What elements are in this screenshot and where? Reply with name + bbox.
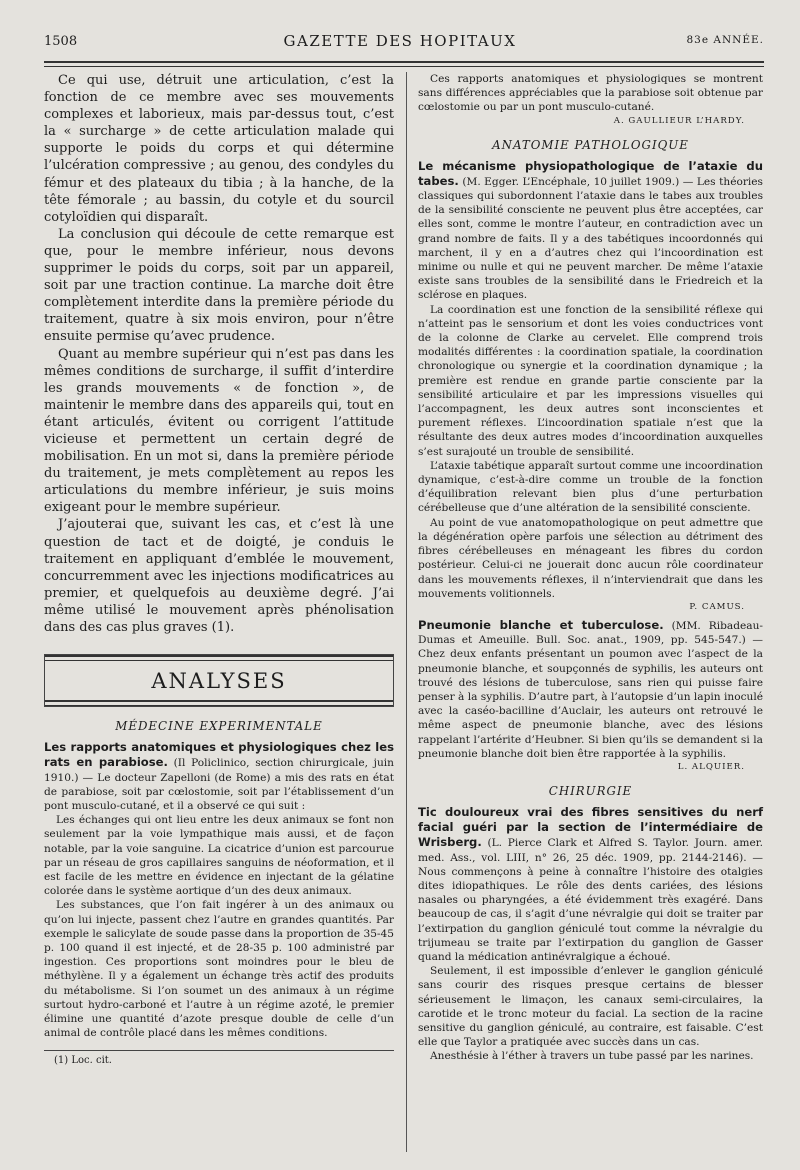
paragraph: La conclusion qui découle de cette remarque est que, pour le membre inférieur, nous devons supprimer le poids du corps, soit par un appareil, soit par une traction continue. La marche doit être complètement interdite dans la première période du traitement, quatre à six mois environ, pour n’être ensuite permise qu’avec prudence.	[44, 226, 394, 345]
article-intro	[418, 159, 763, 303]
page-number: 1508	[44, 34, 78, 49]
paragraph: Les échanges qui ont lieu entre les deux animaux se font non seulement par la voie lympathique mais aussi, et de façon notable, par la voie sanguine. La cicatrice d’union est parcourue par un réseau de gros capillaires sanguins de néoformation, et il est facile de les mettre en évidence en injectant de la gélatine colorée dans le système aortique d’un des deux animaux.	[44, 814, 394, 898]
analyses-heading: ANALYSES	[151, 669, 287, 694]
paragraph: Quant au membre supérieur qui n’est pas dans les mêmes conditions de surcharge, il suffit d’interdire les grands mouvements « de fonction », de maintenir le membre dans des appareils qui, tout en étant articulés, évitent ou corrigent l’attitude vicieuse et permettent un certain degré de mobilisation. En un mot si, dans la première période du traitement, je mets complètement au repos les articulations du membre inférieur, je suis moins exigeant pour le membre supérieur.	[44, 346, 394, 516]
paragraph: Seulement, il est impossible d’enlever le ganglion géniculé sans courir des risques presque certains de blesser sérieusement le limaçon, les canaux semi-circulaires, la carotide et le tronc moteur du facial. La section de la racine sensitive du ganglion géniculé, au contraire, est faisable. C’est elle que Taylor a pratiquée avec succès dans un cas.	[418, 965, 763, 1049]
section-heading: MÉDECINE EXPERIMENTALE	[115, 719, 323, 734]
analyses-banner	[44, 654, 394, 707]
paragraph: L’ataxie tabétique apparaît surtout comme une incoordination dynamique, c’est-à-dire comme un trouble de la fonction d’équilibration relevant bien plus d’une perturbation cérébelleuse que d’une altération de la sensibilité consciente.	[418, 459, 763, 515]
article-citation: (M. Egger. L’Encéphale, 10 juillet 1909.) — Les théories classiques qui subordonnent l’ataxie dans le tabes aux troubles de la sensibilité consciente ne peuvent plus être acceptées, car elles sont, comme le montre l’auteur, en contradiction avec un grand nombre de faits. Il y a des tabétiques incoordonnés qui marchent, il y en a d’autres chez qui l’incoordination est minime ou nulle et qui ne peuvent marcher. De même l’ataxie existe sans troubles de la sensibilité dans le Friedreich et la sclérose en plaques.	[418, 175, 763, 302]
signature: A. GAULLIEUR L’HARDY.	[613, 115, 745, 126]
paragraph: La coordination est une fonction de la sensibilité réflexe qui n’atteint pas le sensorium et dont les voies conductrices vont de la colonne de Clarke au cervelet. Elle comprend trois modalités différentes : la coordination spatiale, la coordination chronologique ou synergie et la coordination dynamique ; la première est rendue en grande partie consciente par la sensibilité articulaire et par les impressions visuelles qui l’accompagnent, les deux autres sont inconscientes et purement réflexes. L’incoordination spatiale n’est que la résultante des deux autres modes d’incoordination auxquelles s’est surajouté un trouble de sensibilité.	[418, 303, 763, 458]
article-title: Le mécanisme physiopathologique de l’ataxie du tabes.	[418, 158, 763, 188]
column-divider	[406, 72, 407, 1152]
paragraph: Au point de vue anatomopathologique on peut admettre que la dégénération opère parfois une sélection au détriment des fibres cérébelleuses en ménageant les fibres du cordon postérieur. Celui-ci ne jouerait donc aucun rôle coordinateur dans les mouvements réflexes, il n’interviendrait que dans les mouvements volitionnels.	[418, 516, 763, 600]
section-heading: ANATOMIE PATHOLOGIQUE	[492, 137, 689, 152]
article-tic-douloureux	[418, 805, 763, 1064]
article-intro	[418, 618, 763, 761]
section-heading: CHIRURGIE	[548, 783, 633, 798]
footnote: (1) Loc. cit.	[44, 1050, 394, 1066]
article-pneumonie	[418, 618, 763, 772]
article-title: Pneumonie blanche et tuberculose.	[418, 617, 664, 632]
right-column	[418, 72, 763, 1064]
left-column	[44, 72, 394, 1066]
signature: L. ALQUIER.	[677, 761, 745, 772]
main-article-continuation	[44, 72, 394, 636]
paragraph: J’ajouterai que, suivant les cas, et c’est là une question de tact et de doigté, je conduis le traitement en appliquant d’emblée le mouvement, concurremment avec les injections modificatrices au premier, et quelquefois au deuxième degré. J’ai même utilisé le mouvement après phénolisation dans des cas plus graves (1).	[44, 517, 394, 635]
article-citation: (MM. Ribadeau-Dumas et Ameuille. Bull. Soc. anat., 1909, pp. 545-547.) — Chez deux enfants présentant un poumon avec l’aspect de la pneumonie blanche, et soupçonnés de syphilis, les auteurs ont trouvé des lésions de tuberculose, sans rien qui puisse faire penser à la syphilis. D’autre part, à l’autopsie d’un lapin inoculé avec la caséo-bacilline d’Auclair, les auteurs ont retrouvé le même aspect de pneumonie blanche, avec des lésions rappelant l’artérite d’Heubner. Si bien qu’ils se demandent si la pneumonie blanche doit bien être rapportée à la syphilis.	[418, 619, 763, 760]
article-title: Les rapports anatomiques et physiologiques chez les rats en parabiose.	[44, 740, 394, 770]
article-tabes	[418, 159, 763, 612]
article-title: Tic douloureux vrai des fibres sensitives du nerf facial guéri par la section de l’intermédiaire de Wrisberg.	[418, 804, 763, 850]
signature: P. CAMUS.	[689, 601, 745, 612]
header-rule	[44, 61, 764, 67]
paragraph: Les substances, que l’on fait ingérer à un des animaux ou qu’on lui injecte, passent chez l’autre en grandes quantités. Par exemple le salicylate de soude passe dans la proportion de 35-45 p. 100 quand il est injecté, et de 28-35 p. 100 administré par ingestion. Ces proportions sont moindres pour le bleu de méthylène. Il y a également un échange très actif des produits du métabolisme. Si l’on soumet un des animaux à un régime surtout hydro-carboné et l’autre à un régime azoté, le premier élimine une quantité d’azote presque double de celle d’un animal de contrôle placé dans les mêmes conditions.	[44, 899, 394, 1040]
article-citation: (Il Policlinico, section chirurgicale, juin 1910.) — Le docteur Zapelloni (de Rome) a mis des rats en état de parabiose, soit par cœlostomie, soit par l’établissement d’un pont musculo-cutané, et il a observé ce qui suit :	[44, 757, 394, 812]
journal-title: GAZETTE DES HOPITAUX	[283, 32, 517, 50]
page-header	[0, 30, 800, 52]
year-label: 83e ANNÉE.	[686, 34, 764, 46]
banner-rule	[45, 700, 393, 706]
article-citation: (L. Pierce Clark et Alfred S. Taylor. Journ. amer. med. Ass., vol. LIII, n° 26, 25 déc. 1909, pp. 2144-2146). — Nous commençons à peine à connaître l’histoire des otalgies dites idiopathiques. Le rôle des dents cariées, des lésions nasales ou pharyngées, a été évidemment très exagéré. Dans beaucoup de cas, il s’agit d’une névralgie qui doit se traiter par l’extirpation du ganglion géniculé tout comme la névralgie du trijumeau se traite par l’extirpation du ganglion de Gasser quand la médication antinévralgique a échoué.	[418, 837, 763, 963]
paragraph: Anesthésie à l’éther à travers un tube passé par les narines.	[430, 1050, 754, 1063]
article-intro	[418, 805, 763, 964]
article-parabiose	[44, 740, 394, 1040]
paragraph: Ce qui use, détruit une articulation, c’est la fonction de ce membre avec ses mouvements complexes et laborieux, mais par-dessus tout, c’est la « surcharge » de cette articulation malade qui supporte le poids du corps et qui détermine l’ulcération compressive ; au genou, des condyles du fémur et des plateaux du tibia ; à la hanche, de la tête fémorale ; au bassin, du cotyle et du sourcil cotyloïdien qui disparaît.	[44, 73, 394, 225]
article-intro	[44, 740, 394, 813]
paragraph: Ces rapports anatomiques et physiologiques se montrent sans différences appréciables que la parabiose soit obtenue par cœlostomie ou par un pont musculo-cutané.	[418, 73, 763, 114]
